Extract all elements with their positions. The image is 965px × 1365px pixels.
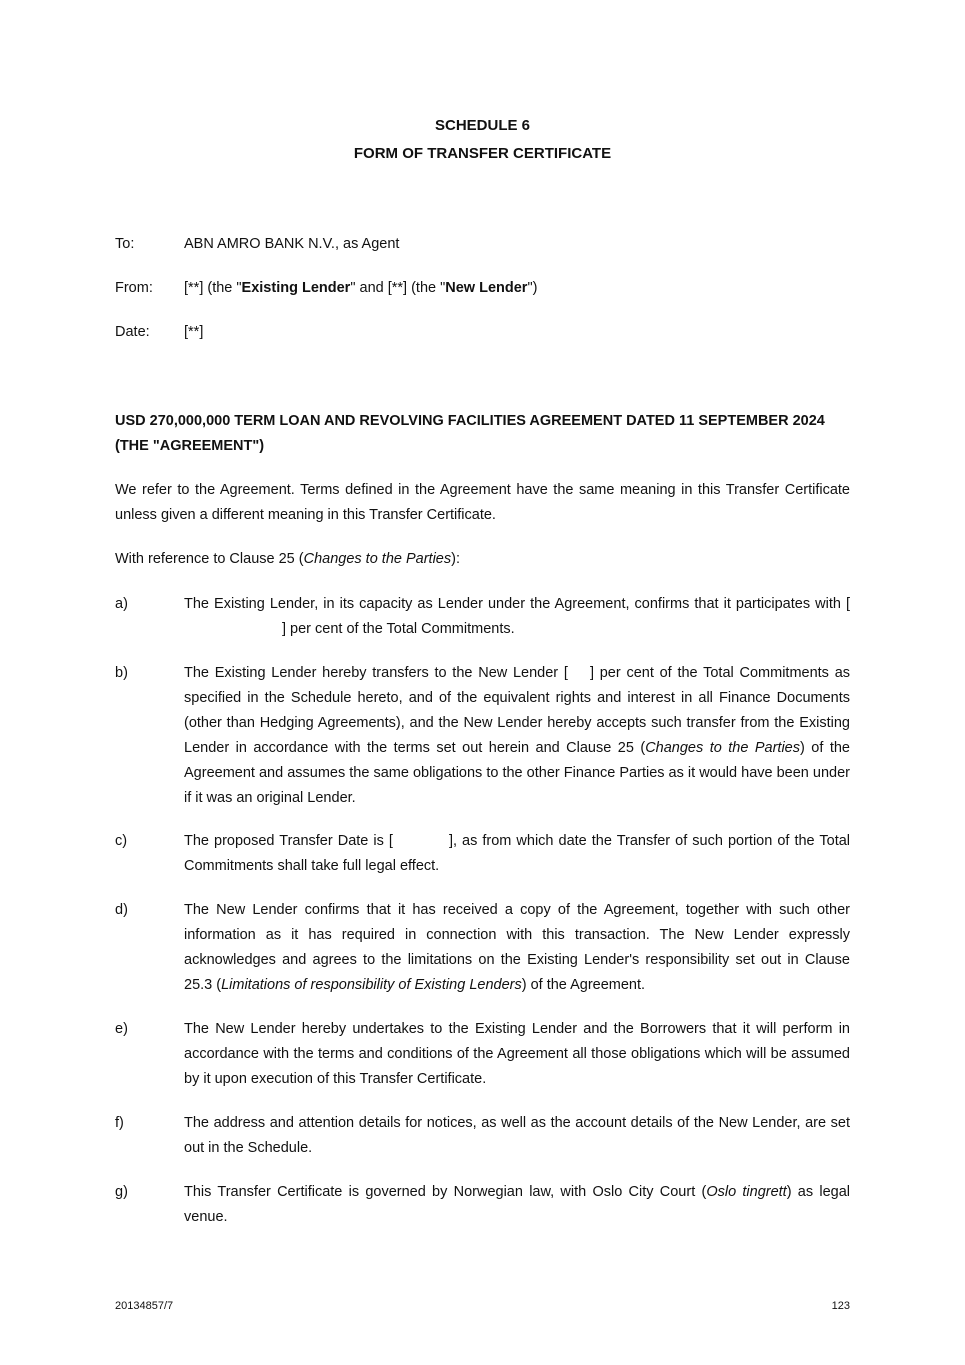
agreement-title: USD 270,000,000 TERM LOAN AND REVOLVING FACILITIES AGREEMENT DATED 11 SEPTEMBER 2024 (THE "AGREEMENT") (115, 413, 825, 454)
item-g-italic: Oslo tingrett (706, 1184, 787, 1200)
item-d-text-1: The New Lender confirms that it has received a copy of the Agreement, together with such other information as it has required in connection with this transaction. The New Lender expressly acknowledges and agrees to the limitations on the Existing Lender's responsibility set out in Clause 25.3 ( (184, 902, 850, 993)
item-text (184, 592, 850, 642)
list-item (115, 1111, 850, 1161)
schedule-heading: SCHEDULE 6 (434, 117, 531, 134)
reference-italic: Changes to the Parties (303, 551, 452, 567)
item-b-text-1: The Existing Lender hereby transfers to the New Lender [ (184, 665, 568, 681)
to-row (115, 232, 855, 257)
item-text: The address and attention details for notices, as well as the account details of the New Lender, are set out in the Schedule. (184, 1115, 850, 1156)
list-item (115, 829, 850, 879)
item-text: The New Lender hereby undertakes to the Existing Lender and the Borrowers that it will perform in accordance with the terms and conditions of the Agreement all those obligations which will be assumed by it upon execution of this Transfer Certificate. (184, 1021, 850, 1087)
item-g-text-1: This Transfer Certificate is governed by Norwegian law, with Oslo City Court ( (184, 1184, 707, 1200)
item-b-text-3: ) of the Agreement and assumes the same obligations to the other Finance Parties as it would have been under if it was an original Lender. (184, 740, 850, 806)
from-text-2: " and [**] (the " (350, 280, 446, 296)
item-a-text-2: ] per cent of the Total Commitments. (282, 621, 515, 637)
date-row (115, 320, 855, 345)
clause-reference (115, 547, 850, 572)
from-row (115, 276, 855, 301)
from-text-1: [**] (the " (184, 280, 242, 296)
certificate-title: FORM OF TRANSFER CERTIFICATE (353, 145, 612, 162)
existing-lender-term: Existing Lender (241, 280, 351, 296)
list-item (115, 898, 850, 998)
item-text (184, 1180, 850, 1230)
list-item (115, 1180, 850, 1230)
item-label: c) (115, 833, 128, 849)
date-value: [**] (184, 324, 204, 340)
item-b-italic: Changes to the Parties (645, 740, 800, 756)
intro-paragraph: We refer to the Agreement. Terms defined in the Agreement have the same meaning in this Transfer Certificate unless given a different meaning in this Transfer Certificate. (115, 482, 850, 523)
reference-pre: With reference to Clause 25 ( (115, 551, 304, 567)
list-item (115, 661, 850, 811)
item-label: e) (115, 1021, 128, 1037)
item-g-text-2: ) as legal venue. (184, 1184, 851, 1225)
item-text (184, 829, 850, 879)
date-label: Date: (115, 324, 150, 340)
item-label: a) (115, 596, 128, 612)
item-label: d) (115, 902, 128, 918)
item-b-text-2: ] per cent of the Total Commitments as specified in the Schedule hereto, and of the equivalent rights and interest in all Finance Documents (other than Hedging Agreements), and the New Lender hereby accepts such transfer from the Existing Lender in accordance with the terms set out herein and Clause 25 ( (184, 665, 851, 756)
item-a-text-1: The Existing Lender, in its capacity as Lender under the Agreement, confirms that it participates with [ (184, 596, 850, 612)
to-label: To: (115, 236, 135, 252)
list-item (115, 592, 850, 642)
from-text-3: ") (527, 280, 538, 296)
from-label: From: (115, 280, 153, 296)
to-value: ABN AMRO BANK N.V., as Agent (184, 236, 400, 252)
item-text (184, 898, 850, 998)
item-label: b) (115, 665, 128, 681)
document-reference: 20134857/7 (115, 1300, 174, 1312)
item-label: f) (115, 1115, 124, 1131)
item-c-text-2: ], as from which date the Transfer of such portion of the Total Commitments shall take full legal effect. (184, 833, 851, 874)
item-d-text-2: ) of the Agreement. (521, 977, 646, 993)
page-number: 123 (831, 1300, 850, 1312)
reference-post: ): (451, 551, 460, 567)
item-label: g) (115, 1184, 128, 1200)
list-item (115, 1017, 850, 1092)
item-d-italic: Limitations of responsibility of Existing Lenders (221, 977, 522, 993)
item-text (184, 661, 850, 811)
new-lender-term: New Lender (445, 280, 528, 296)
item-c-text-1: The proposed Transfer Date is [ (184, 833, 393, 849)
